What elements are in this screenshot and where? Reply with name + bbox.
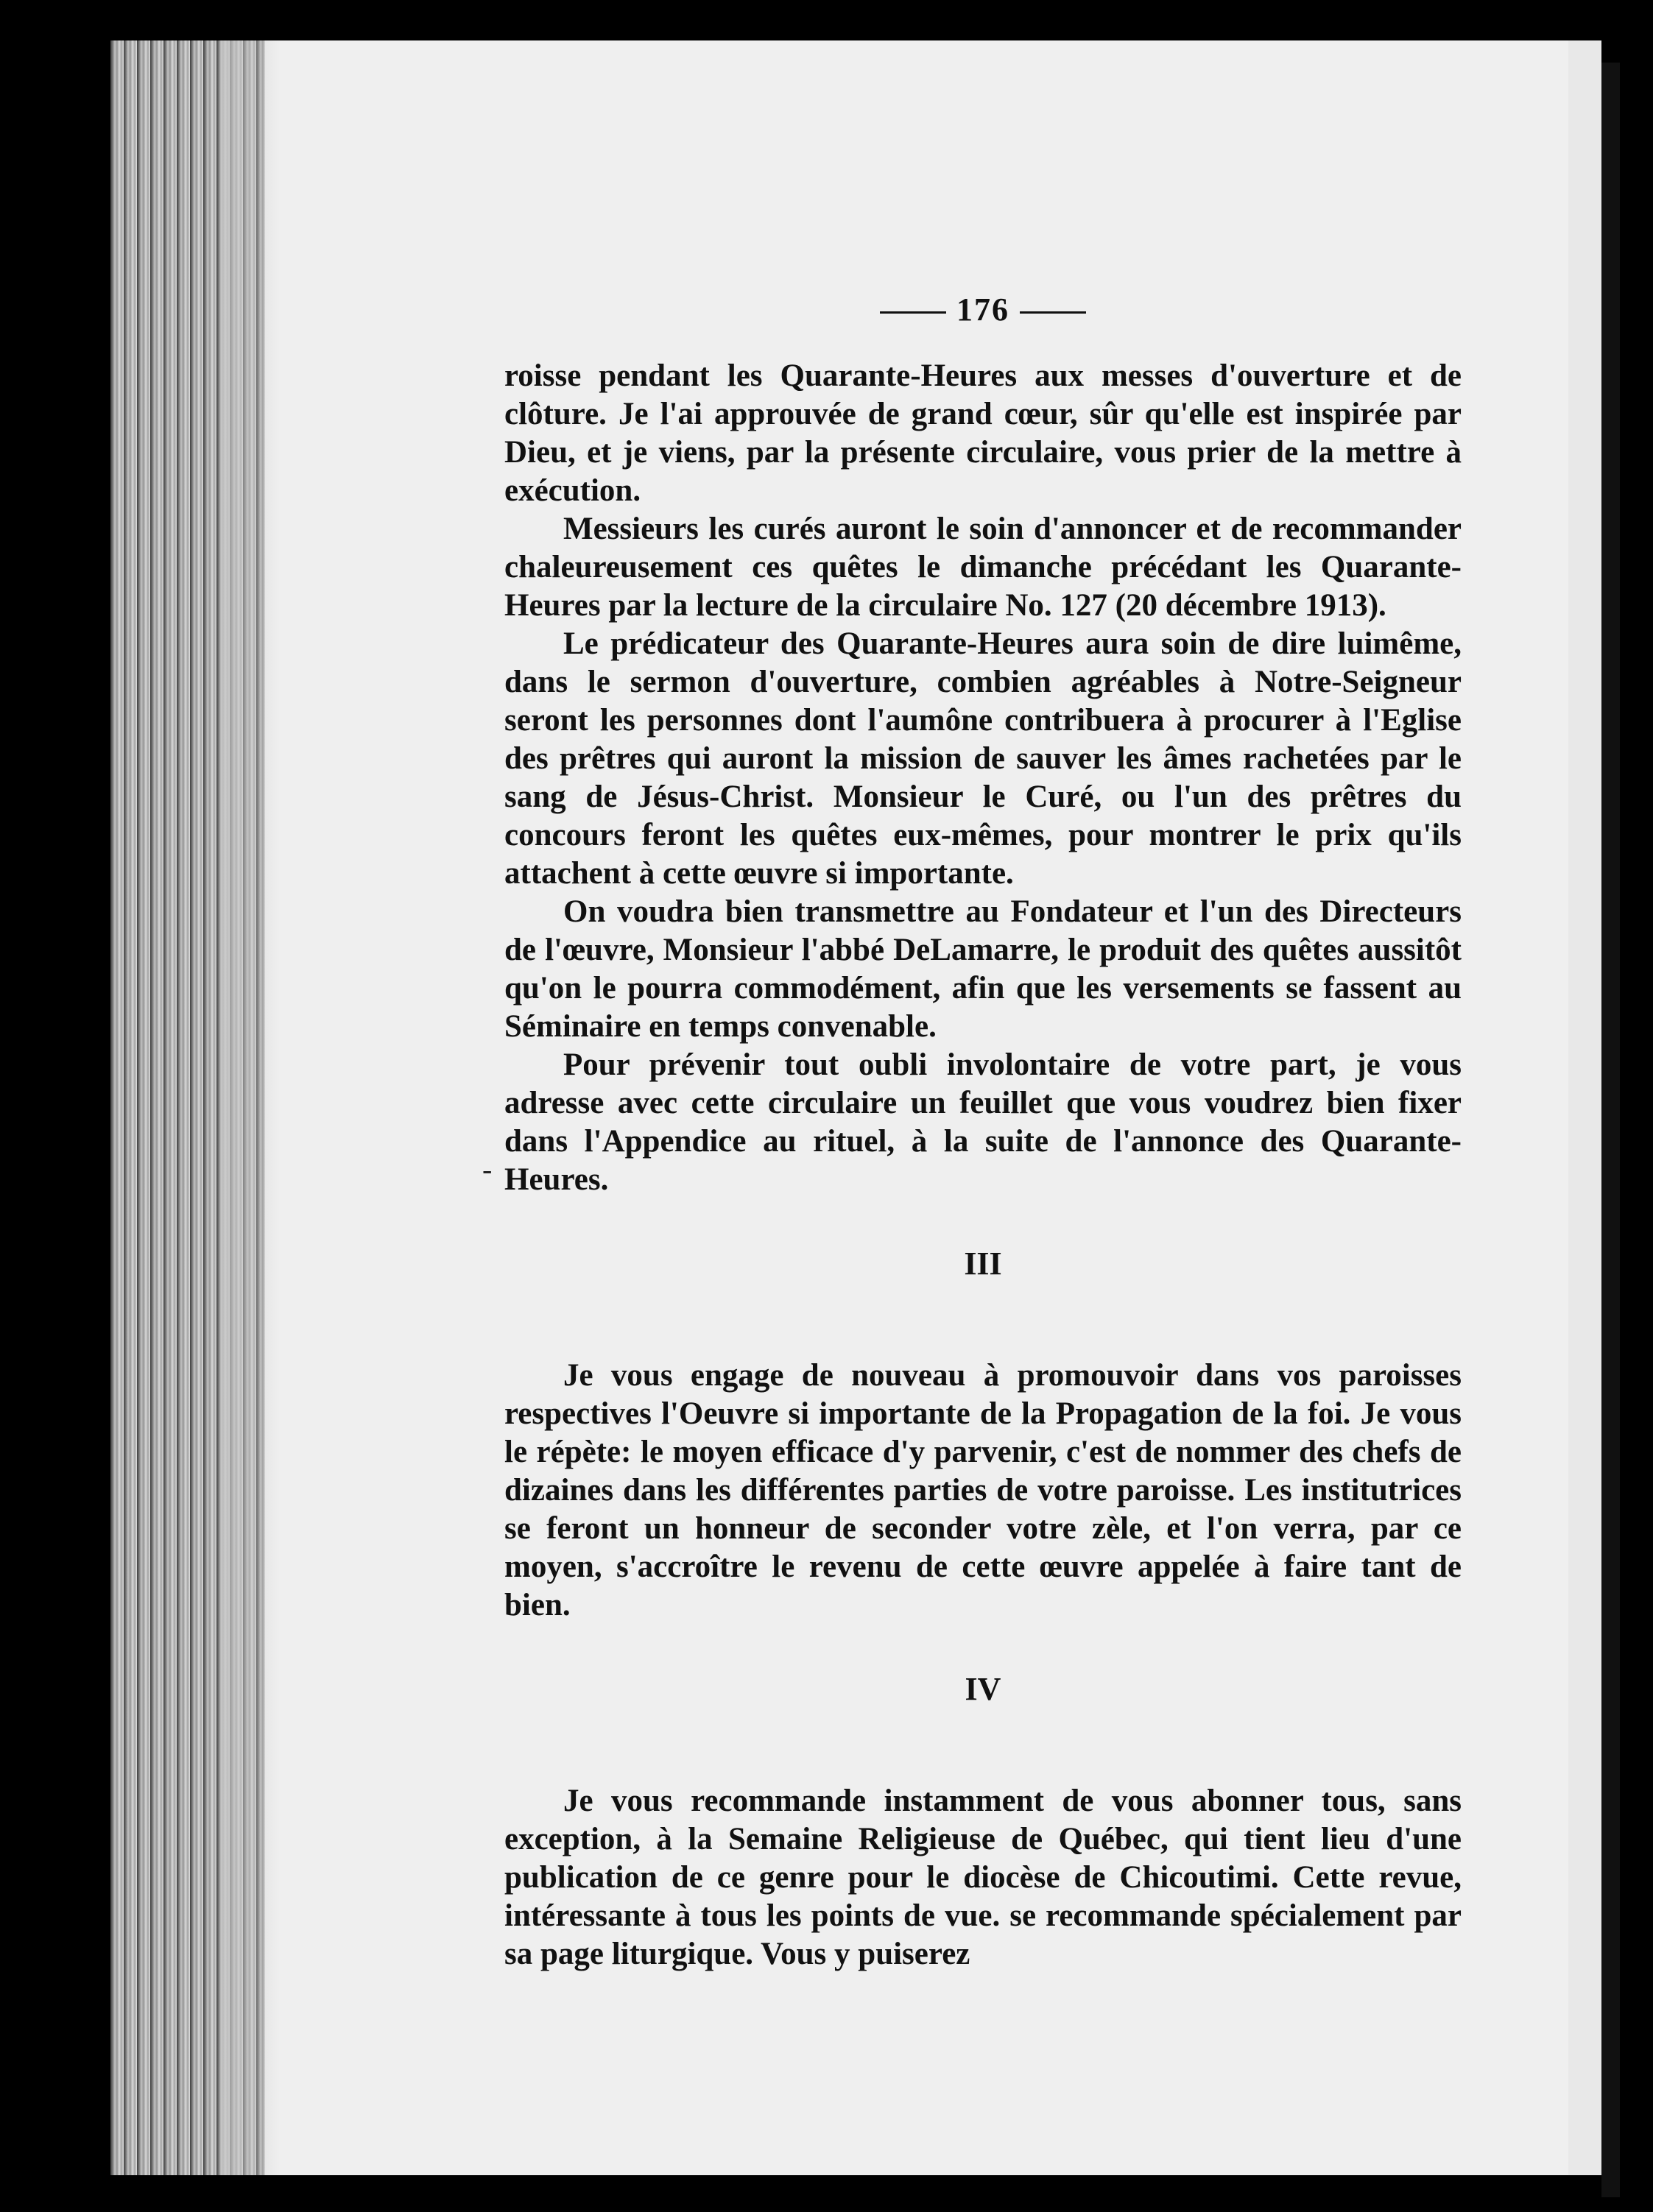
next-page-edge: [1601, 63, 1620, 2197]
left-dash: [880, 311, 946, 314]
binding-shadow: [221, 40, 280, 2175]
page-number: 176: [956, 291, 1009, 328]
section-heading-iii: III: [964, 1245, 1002, 1282]
paragraph-4: On voudra bien transmettre au Fondateur et l'un des Directeurs de l'œuvre, Monsieur l'abbé DeLamarre, le produit des quêtes aussitôt qu'on le pourra commodément, afin que les versements se fassent au Séminaire en temps convenable.: [504, 894, 1462, 1044]
page-content: [504, 291, 1462, 1974]
paragraph-1: roisse pendant les Quarante-Heures aux messes d'ouverture et de clôture. Je l'ai approuvée de grand cœur, sûr qu'elle est inspirée par Dieu, et je viens, par la présente circulaire, vous prier de la mettre à exécution.: [504, 358, 1462, 508]
page-right-margin: [1568, 40, 1601, 2175]
paragraph-3: Le prédicateur des Quarante-Heures aura soin de dire luimême, dans le sermon d'ouverture, combien agréables à Notre-Seigneur seront les personnes dont l'aumône contribuera à procurer à l'Eglise des prêtres qui auront la mission de sauver les âmes rachetées par le sang de Jésus-Christ. Monsieur le Curé, ou l'un des prêtres du concours feront les quêtes eux-mêmes, pour montrer le prix qu'ils attachent à cette œuvre si importante.: [504, 626, 1462, 891]
page-number-header: [504, 291, 1462, 329]
margin-mark: -: [482, 1153, 493, 1186]
section-iii-paragraph: Je vous engage de nouveau à promouvoir dans vos paroisses respectives l'Oeuvre si importante de la Propagation de la foi. Je vous le répète: le moyen efficace d'y parvenir, c'est de nommer des chefs de dizaines dans les différentes parties de votre paroisse. Les institutrices se feront un honneur de seconder votre zèle, et l'on verra, par ce moyen, s'accroître le revenu de cette œuvre appelée à faire tant de bien.: [504, 1358, 1462, 1622]
paragraph-5: Pour prévenir tout oubli involontaire de votre part, je vous adresse avec cette circulaire un feuillet que vous voudrez bien fixer dans l'Appendice au rituel, à la suite de l'annonce des Quarante-Heures.: [504, 1047, 1462, 1197]
section-iv-paragraph: Je vous recommande instamment de vous abonner tous, sans exception, à la Semaine Religieuse de Québec, qui tient lieu d'une publication de ce genre pour le diocèse de Chicoutimi. Cette revue, intéressante à tous les points de vue. se recommande spécialement par sa page liturgique. Vous y puiserez: [504, 1784, 1462, 1971]
right-dash: [1020, 311, 1086, 314]
section-heading-iv: IV: [965, 1671, 1001, 1707]
paragraph-2: Messieurs les curés auront le soin d'annoncer et de recommander chaleureusement ces quêtes le dimanche précédant les Quarante-Heures par la lecture de la circulaire No. 127 (20 décembre 1913).: [504, 512, 1462, 623]
